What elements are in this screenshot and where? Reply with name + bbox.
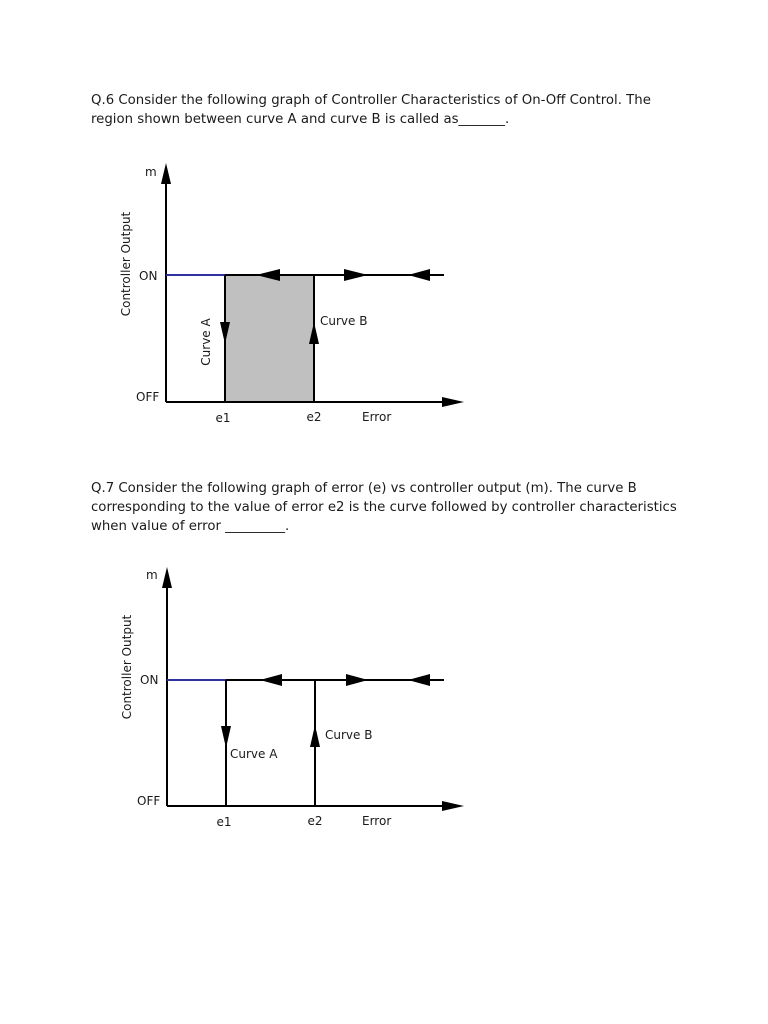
right-arrow-icon [344,269,368,281]
curve-b-label: Curve B [325,728,373,742]
e2-label: e2 [307,814,323,828]
x-axis-label: Error [362,814,392,828]
curve-a-down-arrow-icon [221,726,231,748]
y-axis-arrowhead-icon [162,567,172,588]
on-label: ON [140,673,159,687]
curve-a-label: Curve A [230,747,278,761]
curve-b-label: Curve B [320,314,368,328]
x-axis-arrowhead-icon [442,397,464,407]
curve-b-up-arrow-icon [310,725,320,747]
curve-a-label: Curve A [199,318,213,366]
question-7-text: Q.7 Consider the following graph of error (e) vs controller output (m). The curve B corresponding to the value of error e2 is the curve followed by controller characteristics when value of error _________. [91,481,677,534]
x-axis-arrowhead-icon [442,801,464,811]
off-label: OFF [137,794,161,808]
on-label: ON [139,269,158,283]
y-axis-arrowhead-icon [161,163,171,184]
y-axis-symbol: m [146,568,158,582]
e1-label: e1 [216,815,232,829]
x-axis-label: Error [362,410,392,424]
left-arrow-icon [260,674,282,686]
on-off-characteristic-graph-q7 [0,555,768,835]
question-6-text: Q.6 Consider the following graph of Controller Characteristics of On-Off Control. The region shown between curve A and curve B is called as_______. [91,93,651,127]
differential-gap-shaded-region [225,275,314,402]
on-off-characteristic-graph-q6 [0,150,768,430]
left-arrow-icon [408,269,430,281]
off-label: OFF [136,390,160,404]
e1-label: e1 [215,411,231,425]
e2-label: e2 [306,410,322,424]
right-arrow-icon [346,674,368,686]
left-arrow-icon [408,674,430,686]
y-axis-label: Controller Output [120,614,134,720]
y-axis-symbol: m [145,165,157,179]
y-axis-label: Controller Output [119,211,133,317]
